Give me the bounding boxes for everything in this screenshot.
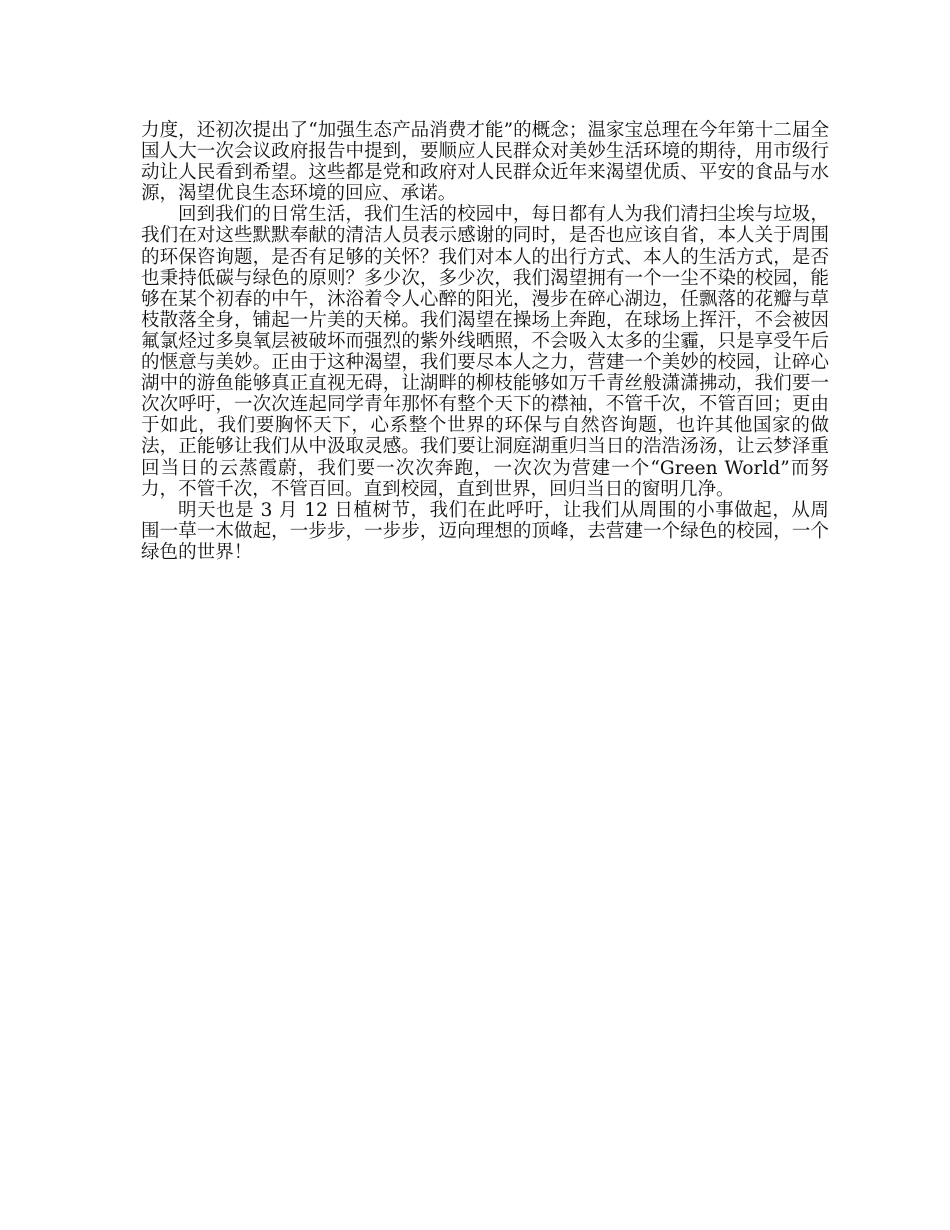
paragraph-2: 回到我们的日常生活，我们生活的校园中，每日都有人为我们清扫尘埃与垃圾，我们在对这些默默奉献的清洁人员表示感谢的同时，是否也应该自省，本人关于周围的环保咨询题，是否有足够的关怀？我们对本人的出行方式、本人的生活方式，是否也秉持低碳与绿色的原则？多少次，多少次，我们渴望拥有一个一尘不染的校园，能够在某个初春的中午，沐浴着令人心醉的阳光，漫步在碎心湖边，任飘落的花瓣与草枝散落全身，铺起一片美的天梯。我们渴望在操场上奔跑，在球场上挥汗，不会被因氟氯烃过多臭氧层被破坏而强烈的紫外线晒照，不会吸入太多的尘霾，只是享受午后的惬意与美妙。正由于这种渴望，我们要尽本人之力，营建一个美妙的校园，让碎心湖中的游鱼能够真正直视无碍，让湖畔的柳枝能够如万千青丝般潇潇拂动，我们要一次次呼吁，一次次连起同学青年那怀有整个天下的襟袖，不管千次，不管百回；更由于如此，我们要胸怀天下，心系整个世界的环保与自然咨询题，也许其他国家的做法，正能够让我们从中汲取灵感。我们要让洞庭湖重归当日的浩浩汤汤，让云梦泽重回当日的云蒸霞蔚，我们要一次次奔跑，一次次为营建一个“Green World”而努力，不管千次，不管百回。直到校园，直到世界，回归当日的窗明几净。 — [141, 204, 829, 500]
paragraph-3: 明天也是 3 月 12 日植树节，我们在此呼吁，让我们从周围的小事做起，从周围一草一木做起，一步步，一步步，迈向理想的顶峰，去营建一个绿色的校园，一个绿色的世界！ — [141, 499, 829, 563]
document-body — [141, 120, 829, 563]
paragraph-1: 力度，还初次提出了“加强生态产品消费才能”的概念；温家宝总理在今年第十二届全国人大一次会议政府报告中提到，要顺应人民群众对美妙生活环境的期待，用市级行动让人民看到希望。这些都是党和政府对人民群众近年来渴望优质、平安的食品与水源，渴望优良生态环境的回应、承诺。 — [141, 120, 829, 205]
